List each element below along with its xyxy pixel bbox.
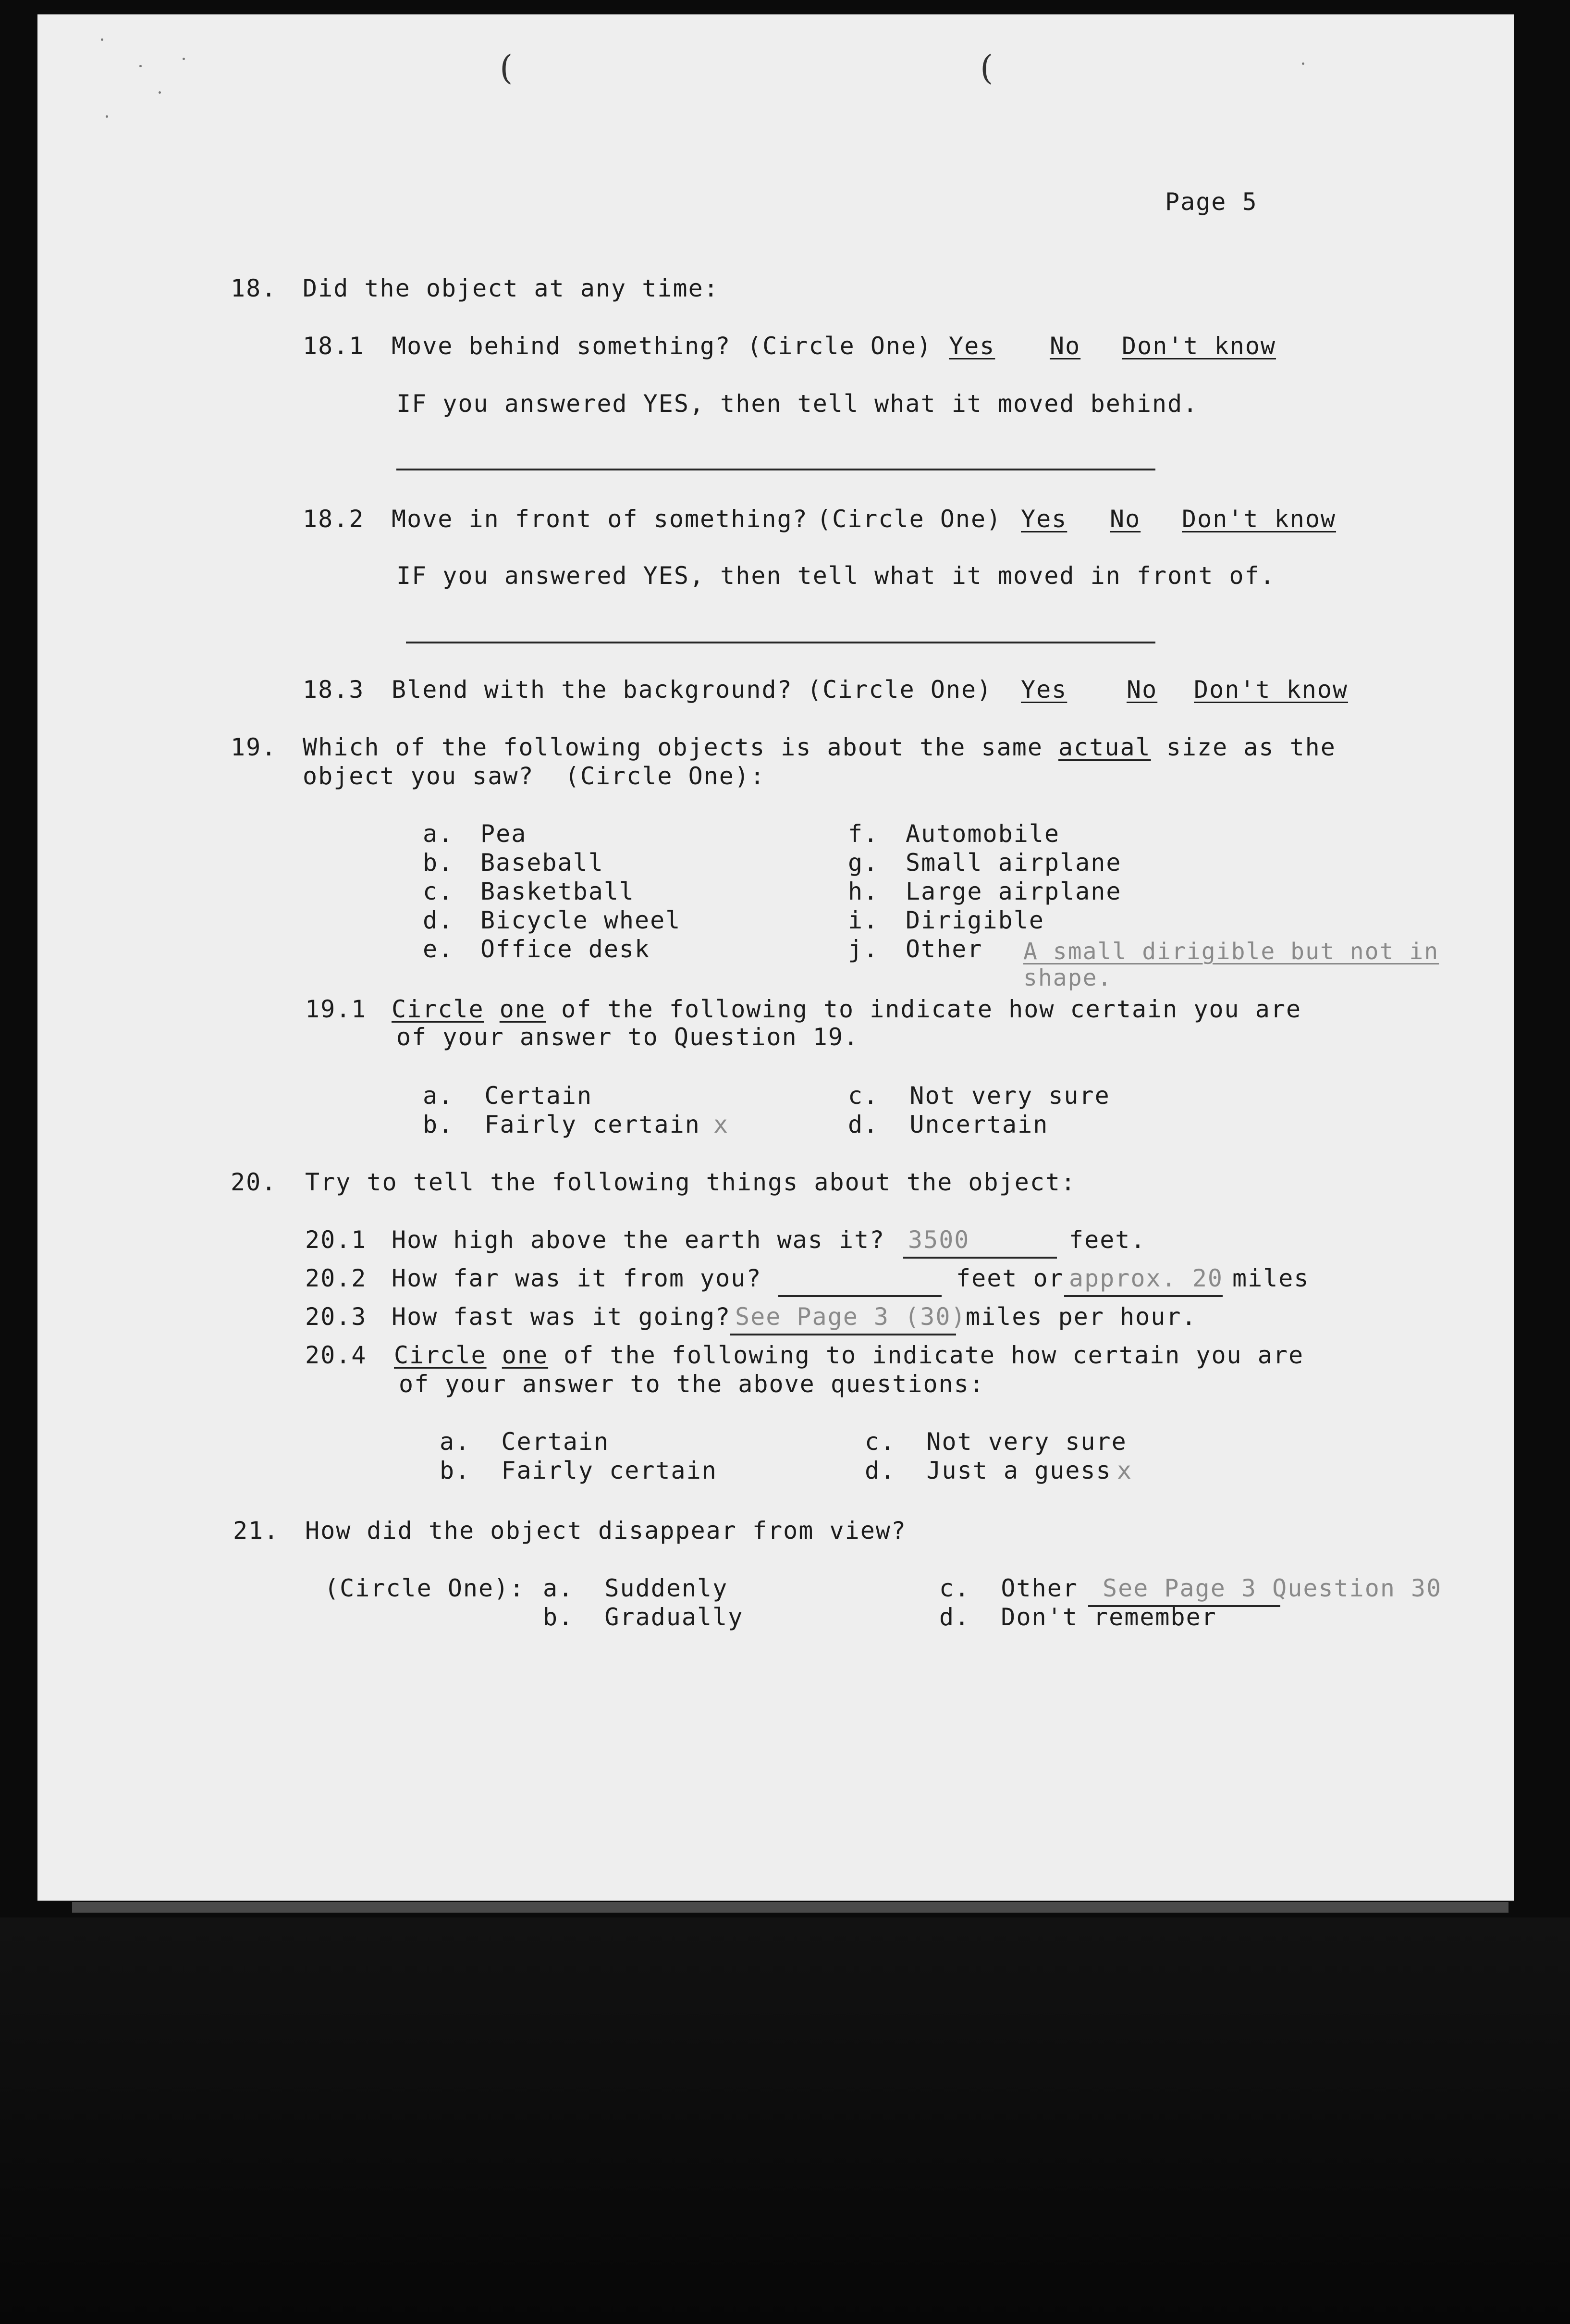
q18-1-number: 18.1 (303, 332, 365, 360)
q21-text: How did the object disappear from view? (305, 1517, 907, 1545)
q19-1-text-line2: of your answer to Question 19. (396, 1023, 859, 1051)
page-number: Page 5 (1165, 188, 1258, 216)
q21-other-answer: See Page 3 Question 30 (1103, 1574, 1442, 1602)
scan-speck (183, 58, 185, 60)
q20-4-checkmark: x (1117, 1457, 1133, 1484)
q19-1-option-d: d. Uncertain (848, 1111, 1049, 1138)
q20-3-number: 20.3 (305, 1303, 367, 1331)
scan-mark: ( (500, 48, 513, 87)
q18-1-followup: IF you answered YES, then tell what it moved behind. (396, 390, 1199, 418)
q19-other-answer-line2: shape. (1023, 964, 1113, 991)
q18-2-followup: IF you answered YES, then tell what it moved in front of. (396, 562, 1276, 590)
q20-2-mid-text: feet or (956, 1264, 1064, 1292)
q18-3-number: 18.3 (303, 676, 365, 704)
q19-option-a-label: Pea (480, 820, 527, 848)
q19-option-a-letter: a. (423, 820, 454, 848)
q20-1-answer: 3500 (908, 1226, 970, 1254)
q18-1-answer-line (396, 469, 1155, 470)
q18-3-dont-know-option: Don't know (1194, 676, 1349, 704)
q19-1-number: 19.1 (305, 995, 367, 1023)
q19-option-f-letter: f. (848, 820, 879, 848)
page-shadow-edge (72, 1902, 1509, 1913)
scan-speck (101, 38, 103, 41)
q20-2-unit: miles (1232, 1264, 1310, 1292)
q20-1-text: How high above the earth was it? (392, 1226, 885, 1254)
q19-1-text-line1: Circle one of the following to indicate how certain you are (392, 995, 1302, 1023)
scan-mark: ( (980, 48, 994, 87)
q20-2-answer: approx. 20 (1069, 1264, 1224, 1292)
q18-3-circle-one: (Circle One) (807, 676, 993, 704)
q18-2-circle-one: (Circle One) (817, 505, 1002, 533)
q21-number: 21. (233, 1517, 280, 1545)
q19-option-d-label: Bicycle wheel (480, 906, 681, 934)
q18-1-no-option: No (1050, 332, 1081, 360)
q19-option-b-label: Baseball (480, 849, 604, 877)
scan-speck (106, 115, 108, 118)
q18-1-dont-know-option: Don't know (1122, 332, 1276, 360)
q20-1-unit: feet. (1069, 1226, 1146, 1254)
q20-3-text: How fast was it going? (392, 1303, 731, 1331)
q20-4-option-a: a. Certain (440, 1428, 610, 1456)
q19-number: 19. (231, 733, 277, 761)
q19-text-line2: object you saw? (Circle One): (303, 762, 766, 790)
q19-emphasis-actual: actual (1058, 733, 1151, 761)
q19-option-e-label: Office desk (480, 935, 650, 963)
scan-speck (159, 91, 161, 94)
q18-3-yes-option: Yes (1021, 676, 1067, 704)
q20-2-text: How far was it from you? (392, 1264, 762, 1292)
q18-2-text: Move in front of something? (392, 505, 808, 533)
q18-2-yes-option: Yes (1021, 505, 1067, 533)
q20-4-option-c: c. Not very sure (865, 1428, 1127, 1456)
q18-text: Did the object at any time: (303, 274, 719, 302)
q19-option-c-letter: c. (423, 878, 454, 905)
q19-option-j-label: Other (906, 935, 983, 963)
q19-text-line1: Which of the following objects is about the same actual size as the (303, 733, 1336, 761)
q18-2-dont-know-option: Don't know (1182, 505, 1337, 533)
q20-2-number: 20.2 (305, 1264, 367, 1292)
q19-option-j-letter: j. (848, 935, 879, 963)
q20-3-answer-line (730, 1334, 956, 1335)
q18-2-no-option: No (1110, 505, 1141, 533)
q20-1-answer-line (903, 1257, 1057, 1259)
q20-1-number: 20.1 (305, 1226, 367, 1254)
q19-1-option-b: b. Fairly certain (423, 1111, 700, 1138)
q18-1-yes-option: Yes (949, 332, 995, 360)
q21-option-b: b. Gradually (543, 1603, 744, 1631)
q19-option-c-label: Basketball (480, 878, 635, 905)
q19-1-option-c: c. Not very sure (848, 1082, 1110, 1110)
q18-1-circle-one: (Circle One) (747, 332, 932, 360)
q19-option-b-letter: b. (423, 849, 454, 877)
q20-number: 20. (231, 1168, 277, 1196)
q21-option-c: c. Other (939, 1574, 1078, 1602)
q18-number: 18. (231, 274, 277, 302)
q18-1-text: Move behind something? (392, 332, 731, 360)
q19-option-d-letter: d. (423, 906, 454, 934)
q21-option-d: d. Don't remember (939, 1603, 1217, 1631)
q20-4-option-b: b. Fairly certain (440, 1457, 717, 1484)
scan-speck (1302, 62, 1304, 65)
q19-option-i-label: Dirigible (906, 906, 1044, 934)
q18-3-text: Blend with the background? (392, 676, 793, 704)
q19-option-i-letter: i. (848, 906, 879, 934)
q20-2-miles-answer-line (1064, 1295, 1223, 1297)
q20-4-text-line2: of your answer to the above questions: (399, 1370, 985, 1398)
q20-4-number: 20.4 (305, 1341, 367, 1369)
q19-1-option-a: a. Certain (423, 1082, 593, 1110)
q20-2-feet-answer-line (778, 1295, 942, 1297)
q18-3-no-option: No (1127, 676, 1158, 704)
q18-2-answer-line (406, 642, 1155, 643)
q19-option-g-letter: g. (848, 849, 879, 877)
q19-option-f-label: Automobile (906, 820, 1060, 848)
q21-option-a: a. Suddenly (543, 1574, 728, 1602)
q19-option-h-letter: h. (848, 878, 879, 905)
q18-2-number: 18.2 (303, 505, 365, 533)
film-background (0, 1917, 1570, 2324)
q20-4-option-d: d. Just a guess (865, 1457, 1112, 1484)
q20-text: Try to tell the following things about the object: (305, 1168, 1077, 1196)
q19-option-e-letter: e. (423, 935, 454, 963)
q19-option-h-label: Large airplane (906, 878, 1122, 905)
q20-4-text-line1: Circle one of the following to indicate how certain you are (394, 1341, 1304, 1369)
scan-speck (139, 65, 142, 67)
q20-3-unit: miles per hour. (966, 1303, 1197, 1331)
q19-option-g-label: Small airplane (906, 849, 1122, 877)
q19-1-checkmark: x (713, 1111, 729, 1138)
q19-other-answer-line1: A small dirigible but not in (1023, 938, 1439, 965)
q20-3-answer: See Page 3 (30) (735, 1303, 967, 1331)
q21-circle-one: (Circle One): (324, 1574, 525, 1602)
